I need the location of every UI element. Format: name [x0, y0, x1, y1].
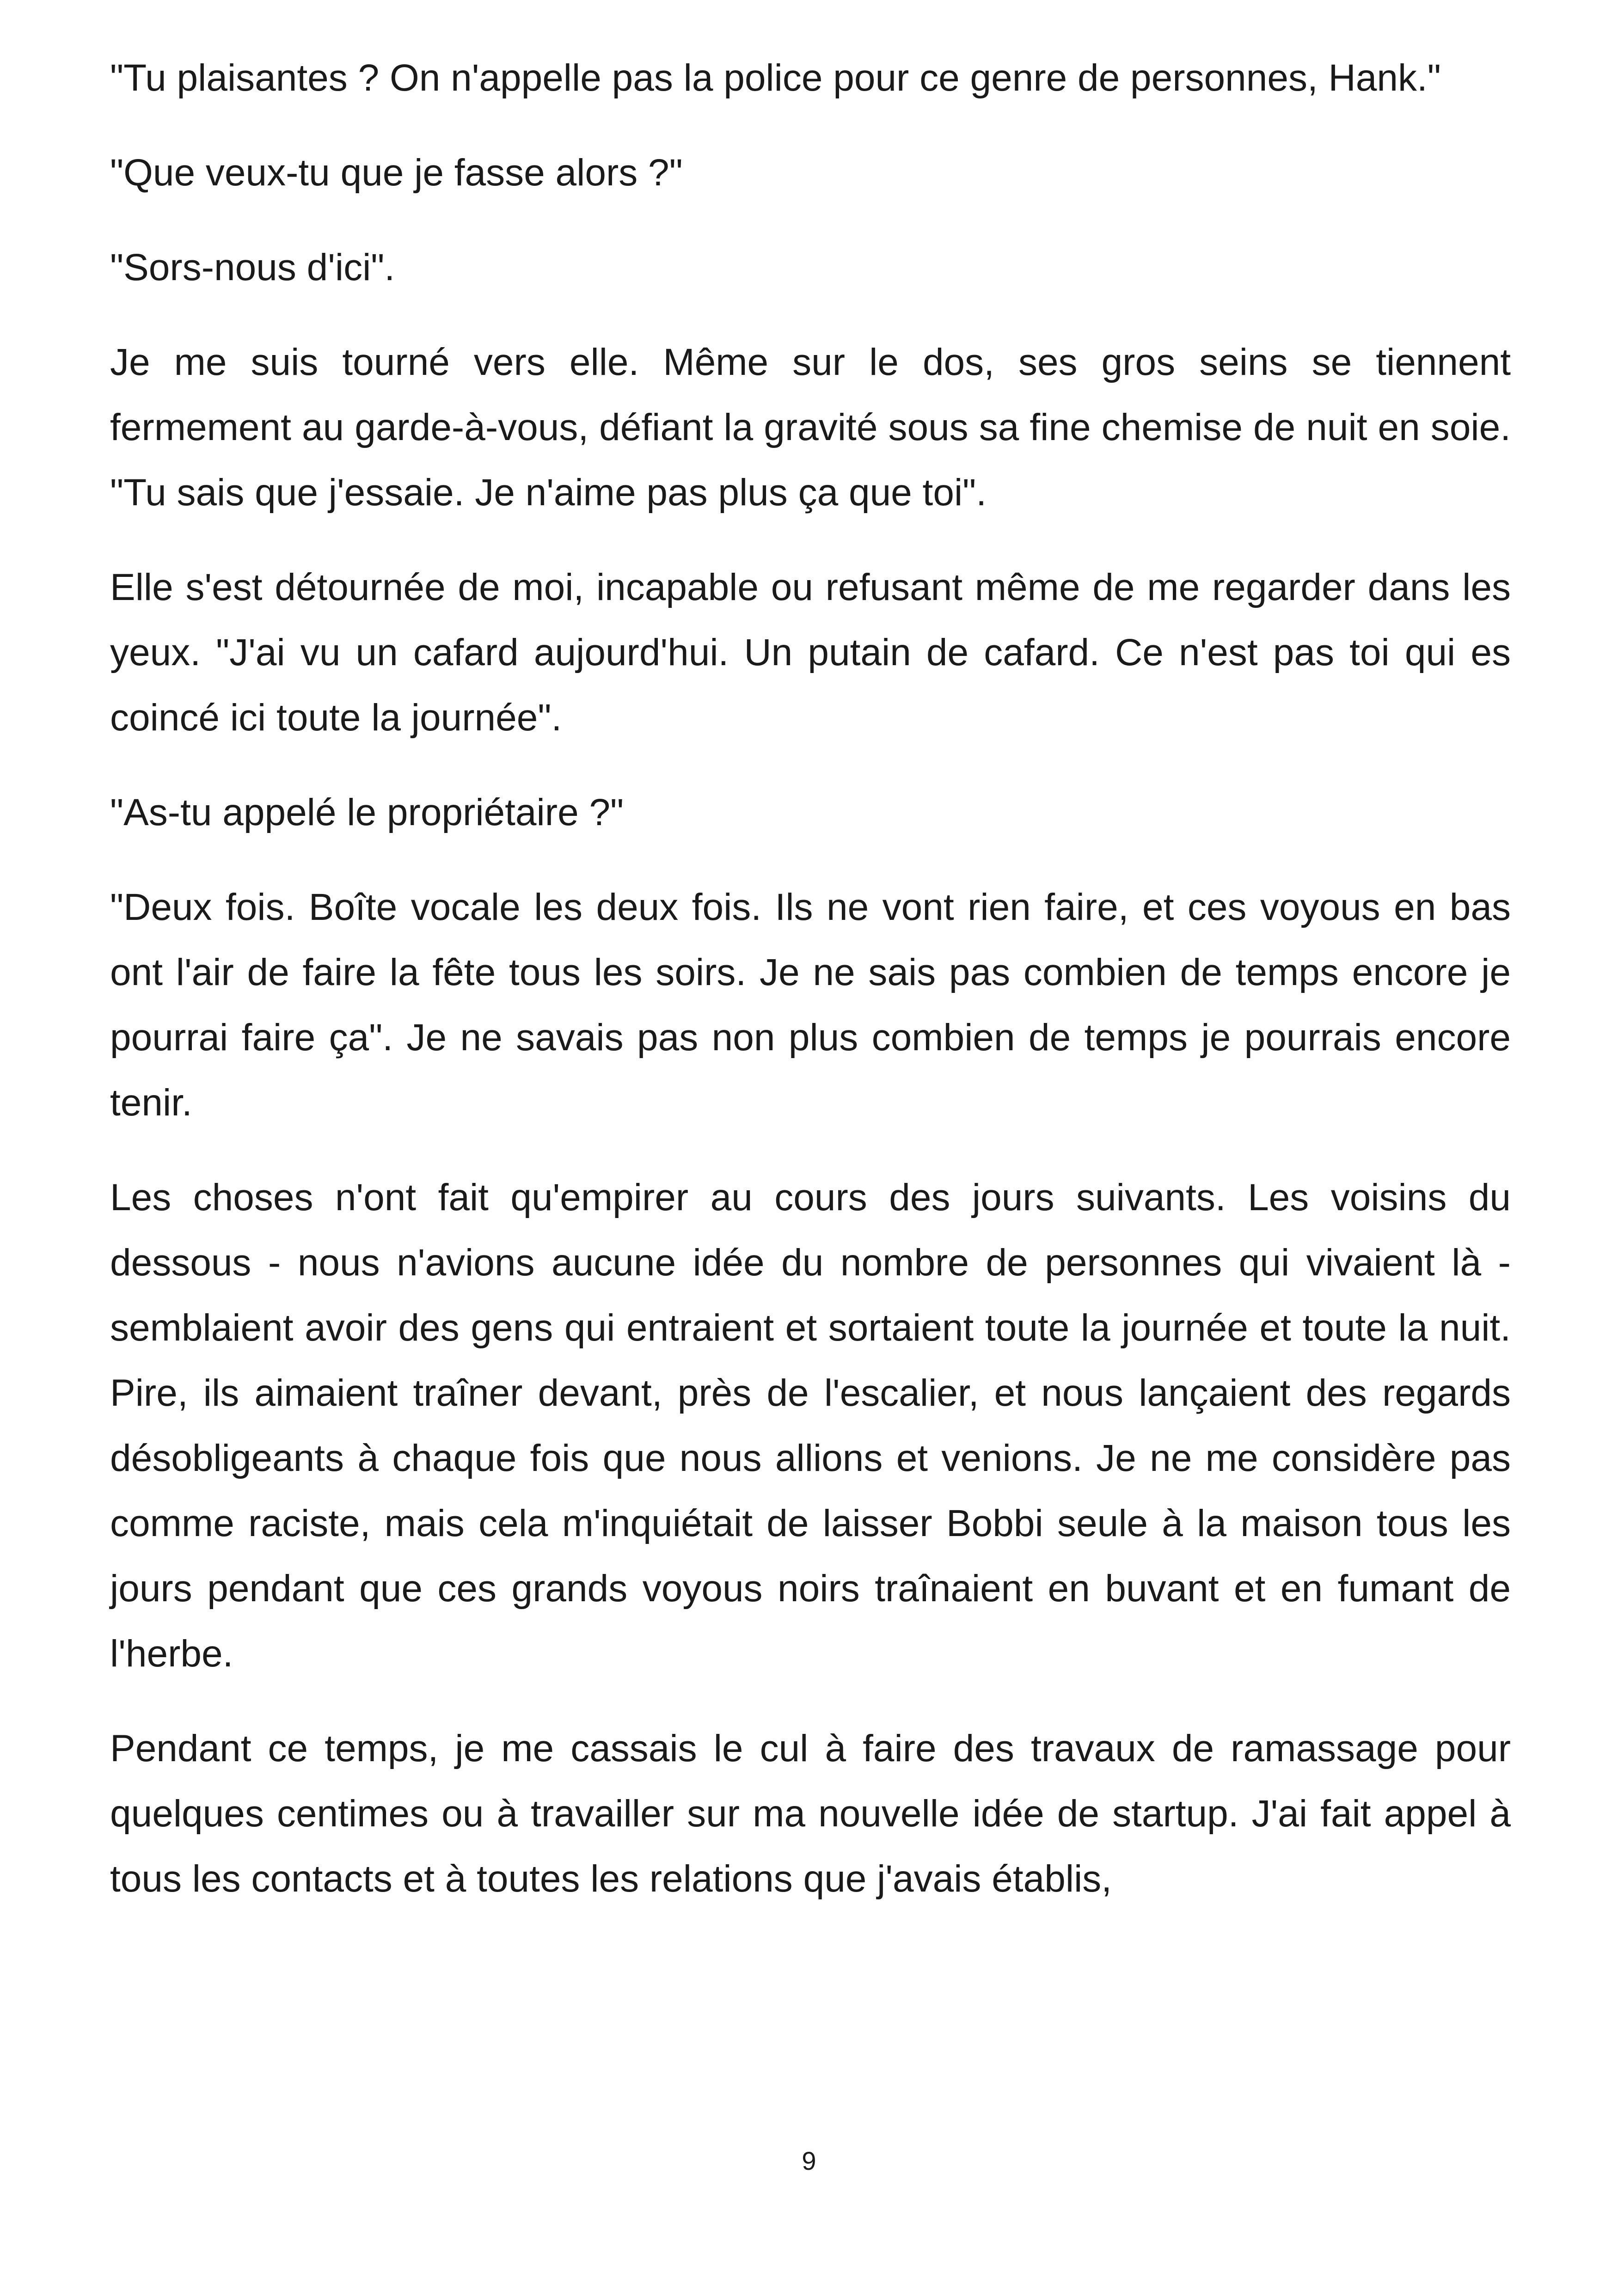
paragraph: Je me suis tourné vers elle. Même sur le dos, ses gros seins se tiennent fermement au garde-à-vous, défiant la gravité sous sa fine chemise de nuit en soie. "Tu sais que j'essaie. Je n'aime pas plus ça que toi".: [110, 341, 1511, 514]
paragraph: "Deux fois. Boîte vocale les deux fois. Ils ne vont rien faire, et ces voyous en bas ont l'air de faire la fête tous les soirs. Je ne sais pas combien de temps encore je pourrai faire ça". Je ne savais pas non plus combien de temps je pourrais encore tenir.: [110, 886, 1511, 1124]
paragraph: "As-tu appelé le propriétaire ?": [110, 791, 624, 833]
paragraph: "Sors-nous d'ici".: [110, 246, 395, 288]
paragraph: "Tu plaisantes ? On n'appelle pas la police pour ce genre de personnes, Hank.": [110, 57, 1441, 99]
paragraph: Les choses n'ont fait qu'empirer au cours des jours suivants. Les voisins du dessous - nous n'avions aucune idée du nombre de personnes qui vivaient là - semblaient avoir des gens qui entraient et sortaient toute la journée et toute la nuit. Pire, ils aimaient traîner devant, près de l'escalier, et nous lançaient des regards désobligeants à chaque fois que nous allions et venions. Je ne me considère pas comme raciste, mais cela m'inquiétait de laisser Bobbi seule à la maison tous les jours pendant que ces grands voyous noirs traînaient en buvant et en fumant de l'herbe.: [110, 1176, 1511, 1675]
body-text: [110, 45, 1511, 1941]
paragraph: Elle s'est détournée de moi, incapable ou refusant même de me regarder dans les yeux. "J'ai vu un cafard aujourd'hui. Un putain de cafard. Ce n'est pas toi qui es coincé ici toute la journée".: [110, 566, 1511, 739]
page-number: 9: [802, 2146, 816, 2175]
paragraph: Pendant ce temps, je me cassais le cul à faire des travaux de ramassage pour quelques centimes ou à travailler sur ma nouvelle idée de startup. J'ai fait appel à tous les contacts et à toutes les relations que j'avais établis,: [110, 1727, 1511, 1900]
paragraph: "Que veux-tu que je fasse alors ?": [110, 152, 683, 194]
